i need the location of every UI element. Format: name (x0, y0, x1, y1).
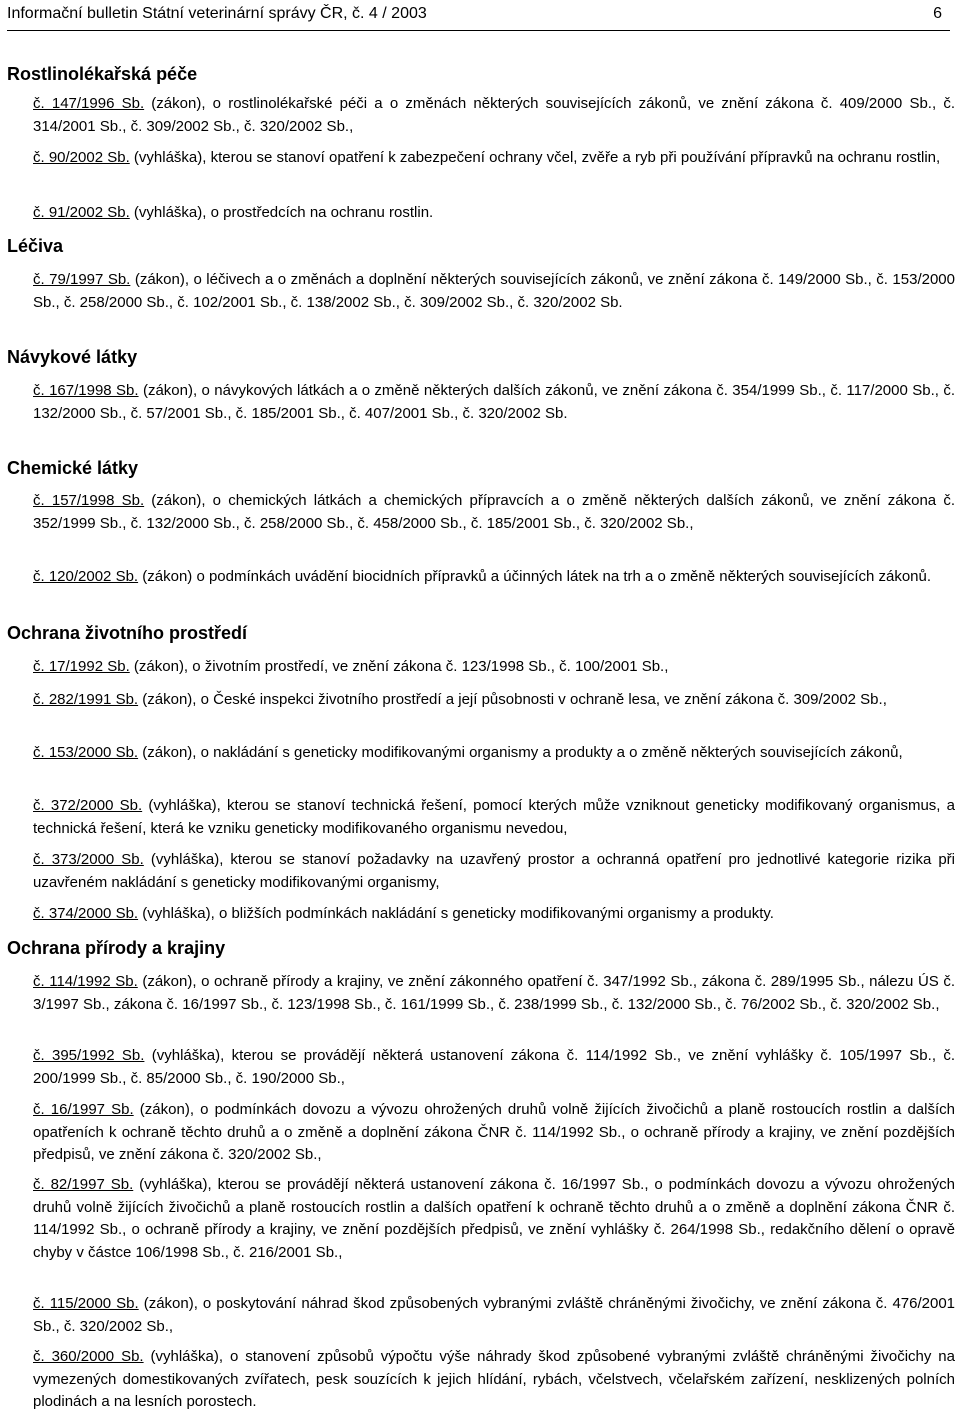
law-description: (vyhláška), kterou se stanoví technická řešení, pomocí kterých může vzniknout geneticky modifikovaný organismus, a technická řešení, která ke vzniku geneticky modifikovaného organismu nevedou, (33, 797, 955, 837)
law-description: (zákon), o poskytování náhrad škod způsobených vybranými zvláště chráněnými živočichy, ve znění zákona č. 476/2001 Sb., č. 320/2002 Sb., (33, 1295, 956, 1335)
law-description: (vyhláška), o bližších podmínkách nakládání s geneticky modifikovanými organismy a produkty. (138, 905, 774, 922)
law-reference[interactable]: č. 167/1998 Sb. (33, 382, 139, 399)
law-reference[interactable]: č. 114/1992 Sb. (33, 973, 138, 990)
section-heading: Návykové látky (7, 347, 138, 367)
law-reference[interactable]: č. 395/1992 Sb. (33, 1047, 145, 1064)
law-description: (vyhláška), o stanovení způsobů výpočtu výše náhrady škod způsobené vybranými zvláště chráněnými živočichy na vymezených domestikovaných zvířatech, pesk souzících k jejich hlídání, rybách, včelstvech, včelařském zařízení, nesklizených polních plodinách a na lesních porostech. (33, 1348, 955, 1410)
law-reference[interactable]: č. 360/2000 Sb. (33, 1348, 144, 1365)
law-description: (zákon), o životním prostředí, ve znění zákona č. 123/1998 Sb., č. 100/2001 Sb., (129, 658, 669, 675)
law-entry (33, 795, 955, 840)
law-reference[interactable]: č. 17/1992 Sb. (33, 658, 130, 675)
section-heading: Ochrana životního prostředí (7, 623, 248, 643)
law-entry (33, 849, 955, 894)
law-description: (zákon) o podmínkách uvádění biocidních přípravků a účinných látek na trh a o změně některých souvisejících zákonů. (138, 568, 932, 585)
law-entry (33, 1099, 955, 1167)
law-reference[interactable]: č. 147/1996 Sb. (33, 95, 145, 112)
law-entry (33, 1045, 955, 1090)
law-reference[interactable]: č. 372/2000 Sb. (33, 797, 143, 814)
law-description: (zákon), o léčivech a o změnách a doplnění některých souvisejících zákonů, ve znění zákona č. 149/2000 Sb., č. 153/2000 Sb., č. 258/2000 Sb., č. 102/2001 Sb., č. 138/2002 Sb., č. 309/2002 Sb., č. 320/2002 Sb. (33, 271, 955, 311)
law-entry (33, 490, 955, 535)
section-heading: Ochrana přírody a krajiny (7, 938, 226, 958)
section-heading: Léčiva (7, 236, 64, 256)
law-reference[interactable]: č. 153/2000 Sb. (33, 744, 139, 761)
law-description: (zákon), o podmínkách dovozu a vývozu ohrožených druhů volně žijících živočichů a planě rostoucích rostlin a dalších opatřeních k ochraně těchto druhů a o změně a doplnění zákona ČNR č. 114/1992 Sb., o ochraně přírody a krajiny, ve znění pozdějších předpisů, ve znění zákona č. 320/2002 Sb., (33, 1101, 955, 1163)
law-entry (33, 269, 955, 314)
law-description: (zákon), o chemických látkách a chemických přípravcích a o změně některých dalších zákonů, ve znění zákona č. 352/1999 Sb., č. 132/2000 Sb., č. 258/2000 Sb., č. 458/2000 Sb., č. 185/2001 Sb., č. 320/2002 Sb., (33, 492, 955, 532)
law-reference[interactable]: č. 90/2002 Sb. (33, 149, 130, 166)
law-description: (vyhláška), kterou se stanoví požadavky na uzavřený prostor a ochranná opatření pro jednotlivé kategorie rizika při uzavřeném nakládání s geneticky modifikovanými organismy, (33, 851, 955, 891)
law-entry (33, 147, 955, 170)
law-entry (33, 903, 955, 926)
law-entry (33, 380, 955, 425)
page-number: 6 (933, 5, 942, 22)
law-reference[interactable]: č. 91/2002 Sb. (33, 204, 130, 221)
section-heading: Chemické látky (7, 458, 139, 478)
law-description: (zákon), o rostlinolékařské péči a o změnách některých souvisejících zákonů, ve znění zákona č. 409/2000 Sb., č. 314/2001 Sb., č. 309/2002 Sb., č. 320/2002 Sb., (33, 95, 955, 135)
law-entry (33, 742, 955, 765)
law-reference[interactable]: č. 120/2002 Sb. (33, 568, 139, 585)
page-header (7, 4, 950, 31)
law-entry (33, 566, 955, 589)
law-description: (zákon), o ochraně přírody a krajiny, ve znění zákonného opatření č. 347/1992 Sb., zákona č. 289/1995 Sb., nálezu ÚS č. 3/1997 Sb., zákona č. 16/1997 Sb., č. 123/1998 Sb., č. 161/1999 Sb., č. 238/1999 Sb., č. 132/2000 Sb., č. 76/2002 Sb., č. 320/2002 Sb., (33, 973, 956, 1013)
law-entry (33, 1346, 955, 1414)
law-entry (33, 689, 955, 712)
law-entry (33, 656, 955, 679)
law-reference[interactable]: č. 115/2000 Sb. (33, 1295, 139, 1312)
law-reference[interactable]: č. 374/2000 Sb. (33, 905, 139, 922)
bulletin-title: Informační bulletin Státní veterinární správy ČR, č. 4 / 2003 (7, 5, 427, 22)
law-description: (zákon), o nakládání s geneticky modifikovanými organismy a produkty a o změně některých souvisejících zákonů, (138, 744, 903, 761)
law-entry (33, 1174, 955, 1264)
law-reference[interactable]: č. 373/2000 Sb. (33, 851, 144, 868)
law-reference[interactable]: č. 282/1991 Sb. (33, 691, 139, 708)
law-reference[interactable]: č. 82/1997 Sb. (33, 1176, 134, 1193)
law-description: (vyhláška), o prostředcích na ochranu rostlin. (129, 204, 434, 221)
law-reference[interactable]: č. 16/1997 Sb. (33, 1101, 134, 1118)
law-reference[interactable]: č. 157/1998 Sb. (33, 492, 145, 509)
law-entry (33, 1293, 955, 1338)
law-description: (vyhláška), kterou se provádějí některá ustanovení zákona č. 16/1997 Sb., o podmínkách dovozu a vývozu ohrožených druhů volně žijících živočichů a planě rostoucích rostlin a dalších opatření k ochraně těchto druhů a o změně a doplnění zákona ČNR č. 114/1992 Sb., o ochraně přírody a krajiny, ve znění pozdějších předpisů, ve znění vyhlášky č. 264/1998 Sb., redakčního dělení o opravě chyby v částce 106/1998 Sb., č. 216/2001 Sb., (33, 1176, 955, 1261)
law-description: (zákon), o návykových látkách a o změně některých dalších zákonů, ve znění zákona č. 354/1999 Sb., č. 117/2000 Sb., č. 132/2000 Sb., č. 57/2001 Sb., č. 185/2001 Sb., č. 407/2001 Sb., č. 320/2002 Sb. (33, 382, 955, 422)
law-entry (33, 93, 955, 138)
law-description: (zákon), o České inspekci životního prostředí a její působnosti v ochraně lesa, ve znění zákona č. 309/2002 Sb., (138, 691, 887, 708)
law-entry (33, 971, 955, 1016)
law-entry (33, 202, 955, 225)
law-reference[interactable]: č. 79/1997 Sb. (33, 271, 131, 288)
law-description: (vyhláška), kterou se stanoví opatření k zabezpečení ochrany včel, zvěře a ryb při používání přípravků na ochranu rostlin, (129, 149, 941, 166)
section-heading: Rostlinolékařská péče (7, 64, 198, 84)
law-description: (vyhláška), kterou se provádějí některá ustanovení zákona č. 114/1992 Sb., ve znění vyhlášky č. 105/1997 Sb., č. 200/1999 Sb., č. 85/2000 Sb., č. 190/2000 Sb., (33, 1047, 955, 1087)
